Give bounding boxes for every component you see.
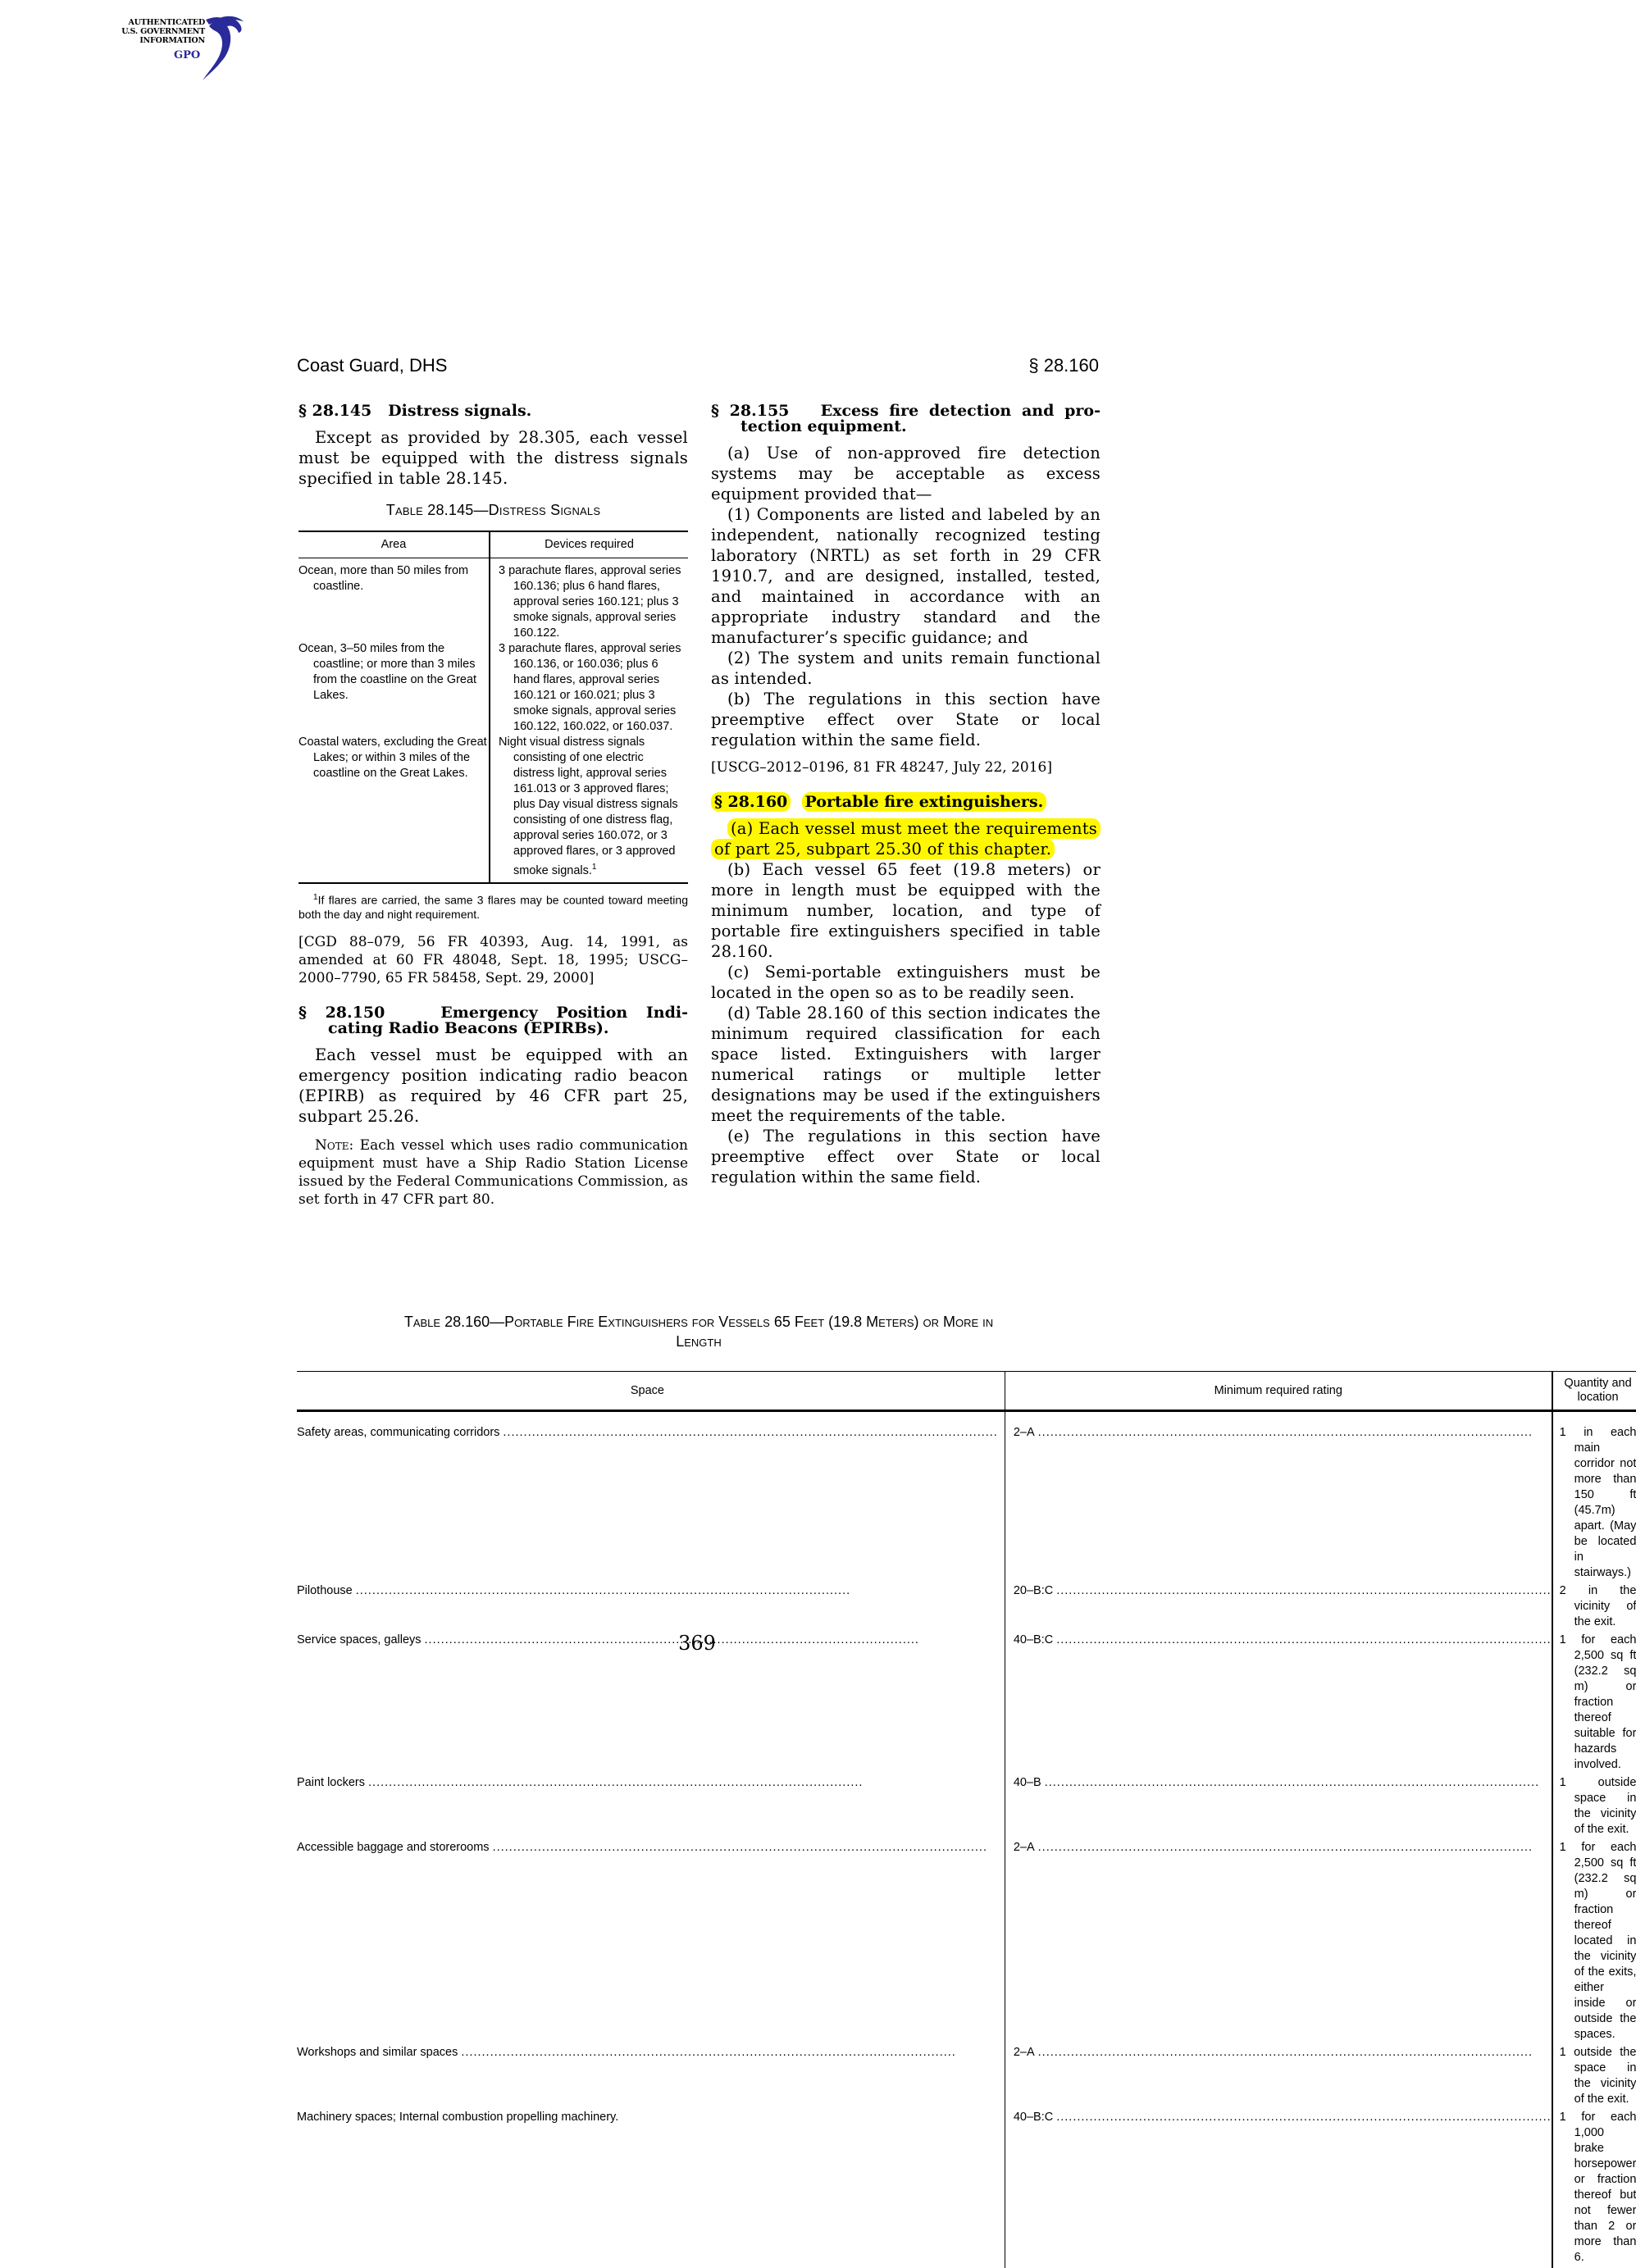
- quantity-cell: 1 for each 1,000 brake horsepower or fraction thereof but not fewer than 2 or more than 6.: [1559, 2111, 1636, 2264]
- table-footnote: [298, 890, 688, 922]
- space-cell: Workshops and similar spaces: [297, 2046, 458, 2059]
- left-column: [298, 403, 688, 1209]
- agency-name: Coast Guard, DHS: [297, 355, 448, 376]
- section-title: Excess fire detection and pro-: [820, 402, 1101, 420]
- paragraph-a: [711, 818, 1101, 859]
- devices-cell: 3 parachute flares, approval series 160.136; plus 6 hand flares, approval series 160.121; plus 3 smoke signals, approval series 160.122.: [499, 564, 681, 640]
- section-28-150-heading-cont: [298, 1021, 688, 1036]
- paragraph: (c) Semi-portable extinguishers must be located in the open so as to be readily seen.: [711, 963, 1101, 1002]
- column-header-area: Area: [298, 531, 490, 558]
- table-row: [297, 1775, 1636, 1840]
- paragraph: (1) Components are listed and labeled by an independent, nationally recognized testing laboratory (NRTL) as set forth in 29 CFR 1910.7, and are designed, installed, tested, and maintained in accordance with an appropriate industry standard and the manufacturer’s specific guidance; and: [711, 505, 1101, 647]
- footnote-mark: 1: [313, 892, 318, 902]
- section-28-145-heading: [298, 403, 688, 419]
- table-28-160-title: [297, 1312, 1101, 1351]
- devices-cell: 3 parachute flares, approval series 160.136, or 160.036; plus 6 hand flares, approval series 160.121 or 160.021; plus 3 smoke signals, approval series 160.122, 160.022, or 160.037.: [499, 642, 681, 733]
- rating-cell: 2–A: [1013, 1426, 1035, 1439]
- logo-line: U.S. GOVERNMENT: [121, 27, 205, 36]
- area-cell: Ocean, more than 50 miles from coastline.: [298, 564, 469, 593]
- footnote-ref: 1: [591, 863, 597, 872]
- space-cell: Service spaces, galleys: [297, 1633, 422, 1646]
- page-number: 369: [678, 1632, 716, 1655]
- table-row: [297, 2045, 1636, 2110]
- footnote-text: If flares are carried, the same 3 flares may be counted toward meeting both the day and night requirement.: [298, 893, 688, 922]
- column-header-space: Space: [297, 1372, 1005, 1411]
- column-header-rating: Minimum required rating: [1005, 1372, 1552, 1411]
- section-title-cont: tection equipment.: [741, 417, 907, 435]
- logo-gpo: GPO: [174, 49, 201, 61]
- logo-line: INFORMATION: [139, 36, 205, 45]
- area-cell: Ocean, 3–50 miles from the coastline; or more than 3 miles from the coastline on the Great Lakes.: [298, 642, 477, 702]
- table-row: [297, 1583, 1636, 1633]
- logo-line: AUTHENTICATED: [128, 18, 205, 27]
- header-section-number: § 28.160: [1028, 355, 1099, 376]
- paragraph: (d) Table 28.160 of this section indicates the minimum required classification for each space listed. Extinguishers with larger numerical ratings or multiple letter designations may be used if the extinguishers meet the requirements of the table.: [711, 1004, 1101, 1125]
- paragraph: (b) The regulations in this section have preemptive effect over State or local regulation within the same field.: [711, 690, 1101, 749]
- table-title-rest: 28.145—Distress Signals: [423, 502, 601, 518]
- quantity-cell: 1 outside space in the vicinity of the exit.: [1559, 1776, 1636, 1836]
- table-28-145-title: [298, 502, 688, 519]
- section-28-150-body: Each vessel must be equipped with an emergency position indicating radio beacon (EPIRB) as required by 46 CFR part 25, subpart 25.26.: [298, 1045, 688, 1127]
- table-title-line: Length: [676, 1333, 722, 1350]
- table-row: [297, 1411, 1636, 1584]
- highlighted-section-number: § 28.160: [711, 792, 791, 812]
- quantity-cell: 1 outside the space in the vicinity of the exit.: [1559, 2046, 1636, 2106]
- section-28-150-note: [298, 1136, 688, 1209]
- quantity-cell: 1 in each main corridor not more than 150 ft (45.7m) apart. (May be located in stairways.): [1559, 1426, 1636, 1579]
- right-column: [711, 403, 1101, 1187]
- table-28-160-section: [297, 1312, 1636, 2268]
- highlighted-text: (a) Each vessel must meet the requirements of part 25, subpart 25.30 of this chapter.: [711, 818, 1101, 859]
- paragraph: (a) Use of non-approved fire detection systems may be acceptable as excess equipment provided that—: [711, 444, 1101, 503]
- section-28-160-heading: [711, 795, 1101, 810]
- table-row: [298, 558, 688, 642]
- quantity-cell: 2 in the vicinity of the exit.: [1559, 1584, 1636, 1628]
- paragraph: (2) The system and units remain functional as intended.: [711, 649, 1101, 688]
- column-header-devices: Devices required: [490, 531, 688, 558]
- quantity-cell: 1 for each 2,500 sq ft (232.2 sq m) or fraction thereof suitable for hazards involved.: [1559, 1633, 1636, 1771]
- table-title-line: Table 28.160—Portable Fire Extinguishers for Vessels 65 Feet (19.8 Meters) or More in: [403, 1314, 994, 1330]
- paragraph: (e) The regulations in this section have preemptive effect over State or local regulation within the same field.: [711, 1127, 1101, 1186]
- space-cell: Paint lockers: [297, 1776, 366, 1789]
- table-row: [298, 735, 688, 883]
- table-28-160: [297, 1371, 1636, 2268]
- space-cell: Accessible baggage and storerooms: [297, 1841, 490, 1854]
- section-number: § 28.150: [298, 1004, 385, 1022]
- running-header: [297, 355, 1099, 380]
- rating-cell: 40–B:C: [1013, 2111, 1054, 2124]
- section-28-145-citation: [CGD 88–079, 56 FR 40393, Aug. 14, 1991, as amended at 60 FR 48048, Sept. 18, 1995; USCG–2000–7790, 65 FR 58458, Sept. 29, 2000]: [298, 934, 688, 987]
- highlighted-section-title: Portable fire extinguishers.: [802, 792, 1047, 812]
- space-cell: Pilothouse: [297, 1584, 353, 1597]
- quantity-cell: 1 for each 2,500 sq ft (232.2 sq m) or fraction thereof located in the vicinity of the exits, either inside or outside the spaces.: [1559, 1841, 1636, 2041]
- table-row: [298, 641, 688, 735]
- rating-cell: 40–B:C: [1013, 1633, 1054, 1646]
- section-28-145-body: Except as provided by 28.305, each vessel must be equipped with the distress signals specified in table 28.145.: [298, 428, 688, 488]
- paragraph: (b) Each vessel 65 feet (19.8 meters) or more in length must be equipped with the minimum number, location, and type of portable fire extinguishers specified in table 28.160.: [711, 860, 1101, 961]
- section-28-155-citation: [USCG–2012–0196, 81 FR 48247, July 22, 2016]: [711, 759, 1052, 776]
- space-cell: Safety areas, communicating corridors: [297, 1426, 500, 1439]
- column-header-quantity: Quantity and location: [1552, 1372, 1636, 1411]
- space-cell: Machinery spaces; Internal combustion propelling machinery.: [297, 2111, 619, 2124]
- section-number: § 28.155: [711, 402, 790, 420]
- note-label: Note:: [315, 1137, 354, 1154]
- section-title: Emergency Position Indi-: [440, 1004, 688, 1022]
- table-row: [297, 2110, 1636, 2268]
- eagle-icon: [185, 8, 250, 82]
- rating-cell: 40–B: [1013, 1776, 1041, 1789]
- devices-cell: Night visual distress signals consisting of one electric distress light, approval series 161.013 or 3 approved flares; plus Day visual distress signals consisting of one distress flag, approval series 160.072, or 3 approved flares, or 3 approved smoke signals.: [499, 736, 678, 877]
- rating-cell: 2–A: [1013, 2046, 1035, 2059]
- rating-cell: 20–B:C: [1013, 1584, 1054, 1597]
- section-title: Distress signals.: [388, 402, 532, 420]
- area-cell: Coastal waters, excluding the Great Lakes; or within 3 miles of the coastline on the Great Lakes.: [298, 736, 487, 780]
- section-title-cont: cating Radio Beacons (EPIRBs).: [328, 1019, 609, 1038]
- gpo-authenticated-logo: [107, 8, 254, 82]
- section-number: § 28.145: [298, 402, 372, 420]
- table-title-prefix: Table: [385, 502, 424, 518]
- section-28-155-heading-cont: [711, 419, 1101, 435]
- rating-cell: 2–A: [1013, 1841, 1035, 1854]
- table-28-145: [298, 531, 688, 884]
- note-text: Each vessel which uses radio communication equipment must have a Ship Radio Station License issued by the Federal Communications Commission, as set forth in 47 CFR part 80.: [298, 1137, 688, 1209]
- table-row: [297, 1840, 1636, 2045]
